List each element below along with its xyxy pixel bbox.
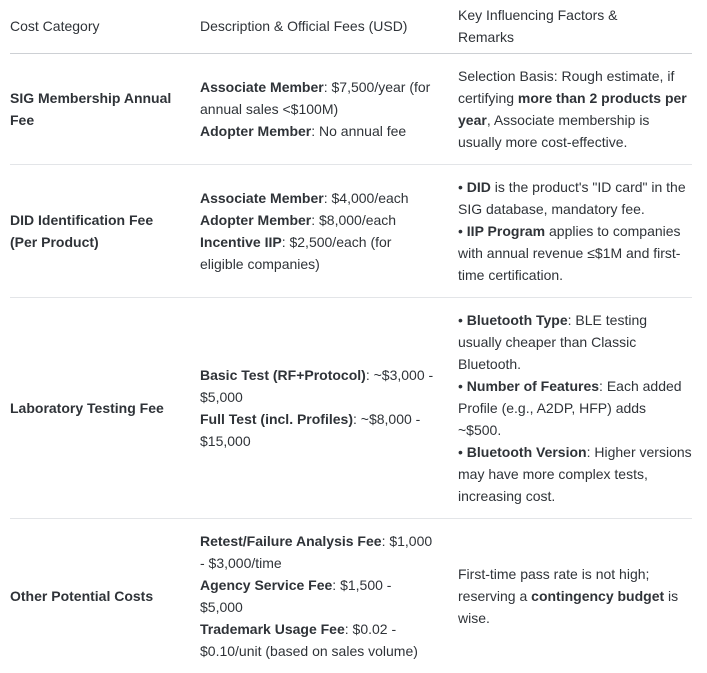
key-factors-remarks-cell: [458, 53, 692, 164]
column-header-label: Cost Category: [10, 18, 100, 35]
description-fees-cell: [200, 518, 458, 673]
cost-category-cell: [10, 297, 200, 518]
column-header-label: Description & Official Fees (USD): [200, 18, 408, 35]
table-row: [10, 297, 692, 518]
paragraph: Adopter Member: No annual fee: [200, 122, 407, 139]
cost-category-cell: [10, 518, 200, 673]
paragraph: • Number of Features: Each added Profile (e.g., A2DP, HFP) adds ~$500.: [458, 377, 682, 438]
cost-category-label: DID Identification Fee (Per Product): [10, 211, 154, 250]
paragraph: Incentive IIP: $2,500/each (for eligible companies): [200, 233, 392, 272]
paragraph: Agency Service Fee: $1,500 - $5,000: [200, 576, 392, 615]
paragraph: Associate Member: $7,500/year (for annual sales <$100M): [200, 78, 431, 117]
cost-category-label: Laboratory Testing Fee: [10, 399, 164, 416]
table-header-row: [10, 0, 692, 53]
cost-category-label: Other Potential Costs: [10, 587, 154, 604]
paragraph: Selection Basis: Rough estimate, if certifying more than 2 products per year, Associate membership is usually more cost-effective.: [458, 67, 687, 150]
description-fees-cell: [200, 53, 458, 164]
column-header-key-factors: [458, 0, 692, 53]
key-factors-remarks-cell: [458, 297, 692, 518]
cost-breakdown-table: [10, 0, 692, 673]
column-header-description-fees: [200, 0, 458, 53]
paragraph: Trademark Usage Fee: $0.02 - $0.10/unit (based on sales volume): [200, 620, 418, 659]
cost-category-label: SIG Membership Annual Fee: [10, 89, 172, 128]
paragraph: Retest/Failure Analysis Fee: $1,000 - $3,000/time: [200, 532, 433, 571]
cost-category-cell: [10, 164, 200, 297]
paragraph: First-time pass rate is not high; reserving a contingency budget is wise.: [458, 565, 679, 626]
column-header-label: Key Influencing Factors & Remarks: [458, 7, 618, 46]
table-row: [10, 518, 692, 673]
column-header-cost-category: [10, 0, 200, 53]
paragraph: • IIP Program applies to companies with annual revenue ≤$1M and first-time certification.: [458, 222, 681, 283]
cost-category-cell: [10, 53, 200, 164]
key-factors-remarks-cell: [458, 164, 692, 297]
paragraph: • Bluetooth Version: Higher versions may have more complex tests, increasing cost.: [458, 443, 692, 504]
description-fees-cell: [200, 164, 458, 297]
paragraph: • DID is the product's "ID card" in the SIG database, mandatory fee.: [458, 178, 686, 217]
table-row: [10, 53, 692, 164]
paragraph: Full Test (incl. Profiles): ~$8,000 - $15,000: [200, 410, 421, 449]
key-factors-remarks-cell: [458, 518, 692, 673]
paragraph: • Bluetooth Type: BLE testing usually cheaper than Classic Bluetooth.: [458, 311, 648, 372]
paragraph: Adopter Member: $8,000/each: [200, 211, 397, 228]
table-row: [10, 164, 692, 297]
description-fees-cell: [200, 297, 458, 518]
paragraph: Associate Member: $4,000/each: [200, 189, 409, 206]
paragraph: Basic Test (RF+Protocol): ~$3,000 - $5,000: [200, 366, 434, 405]
